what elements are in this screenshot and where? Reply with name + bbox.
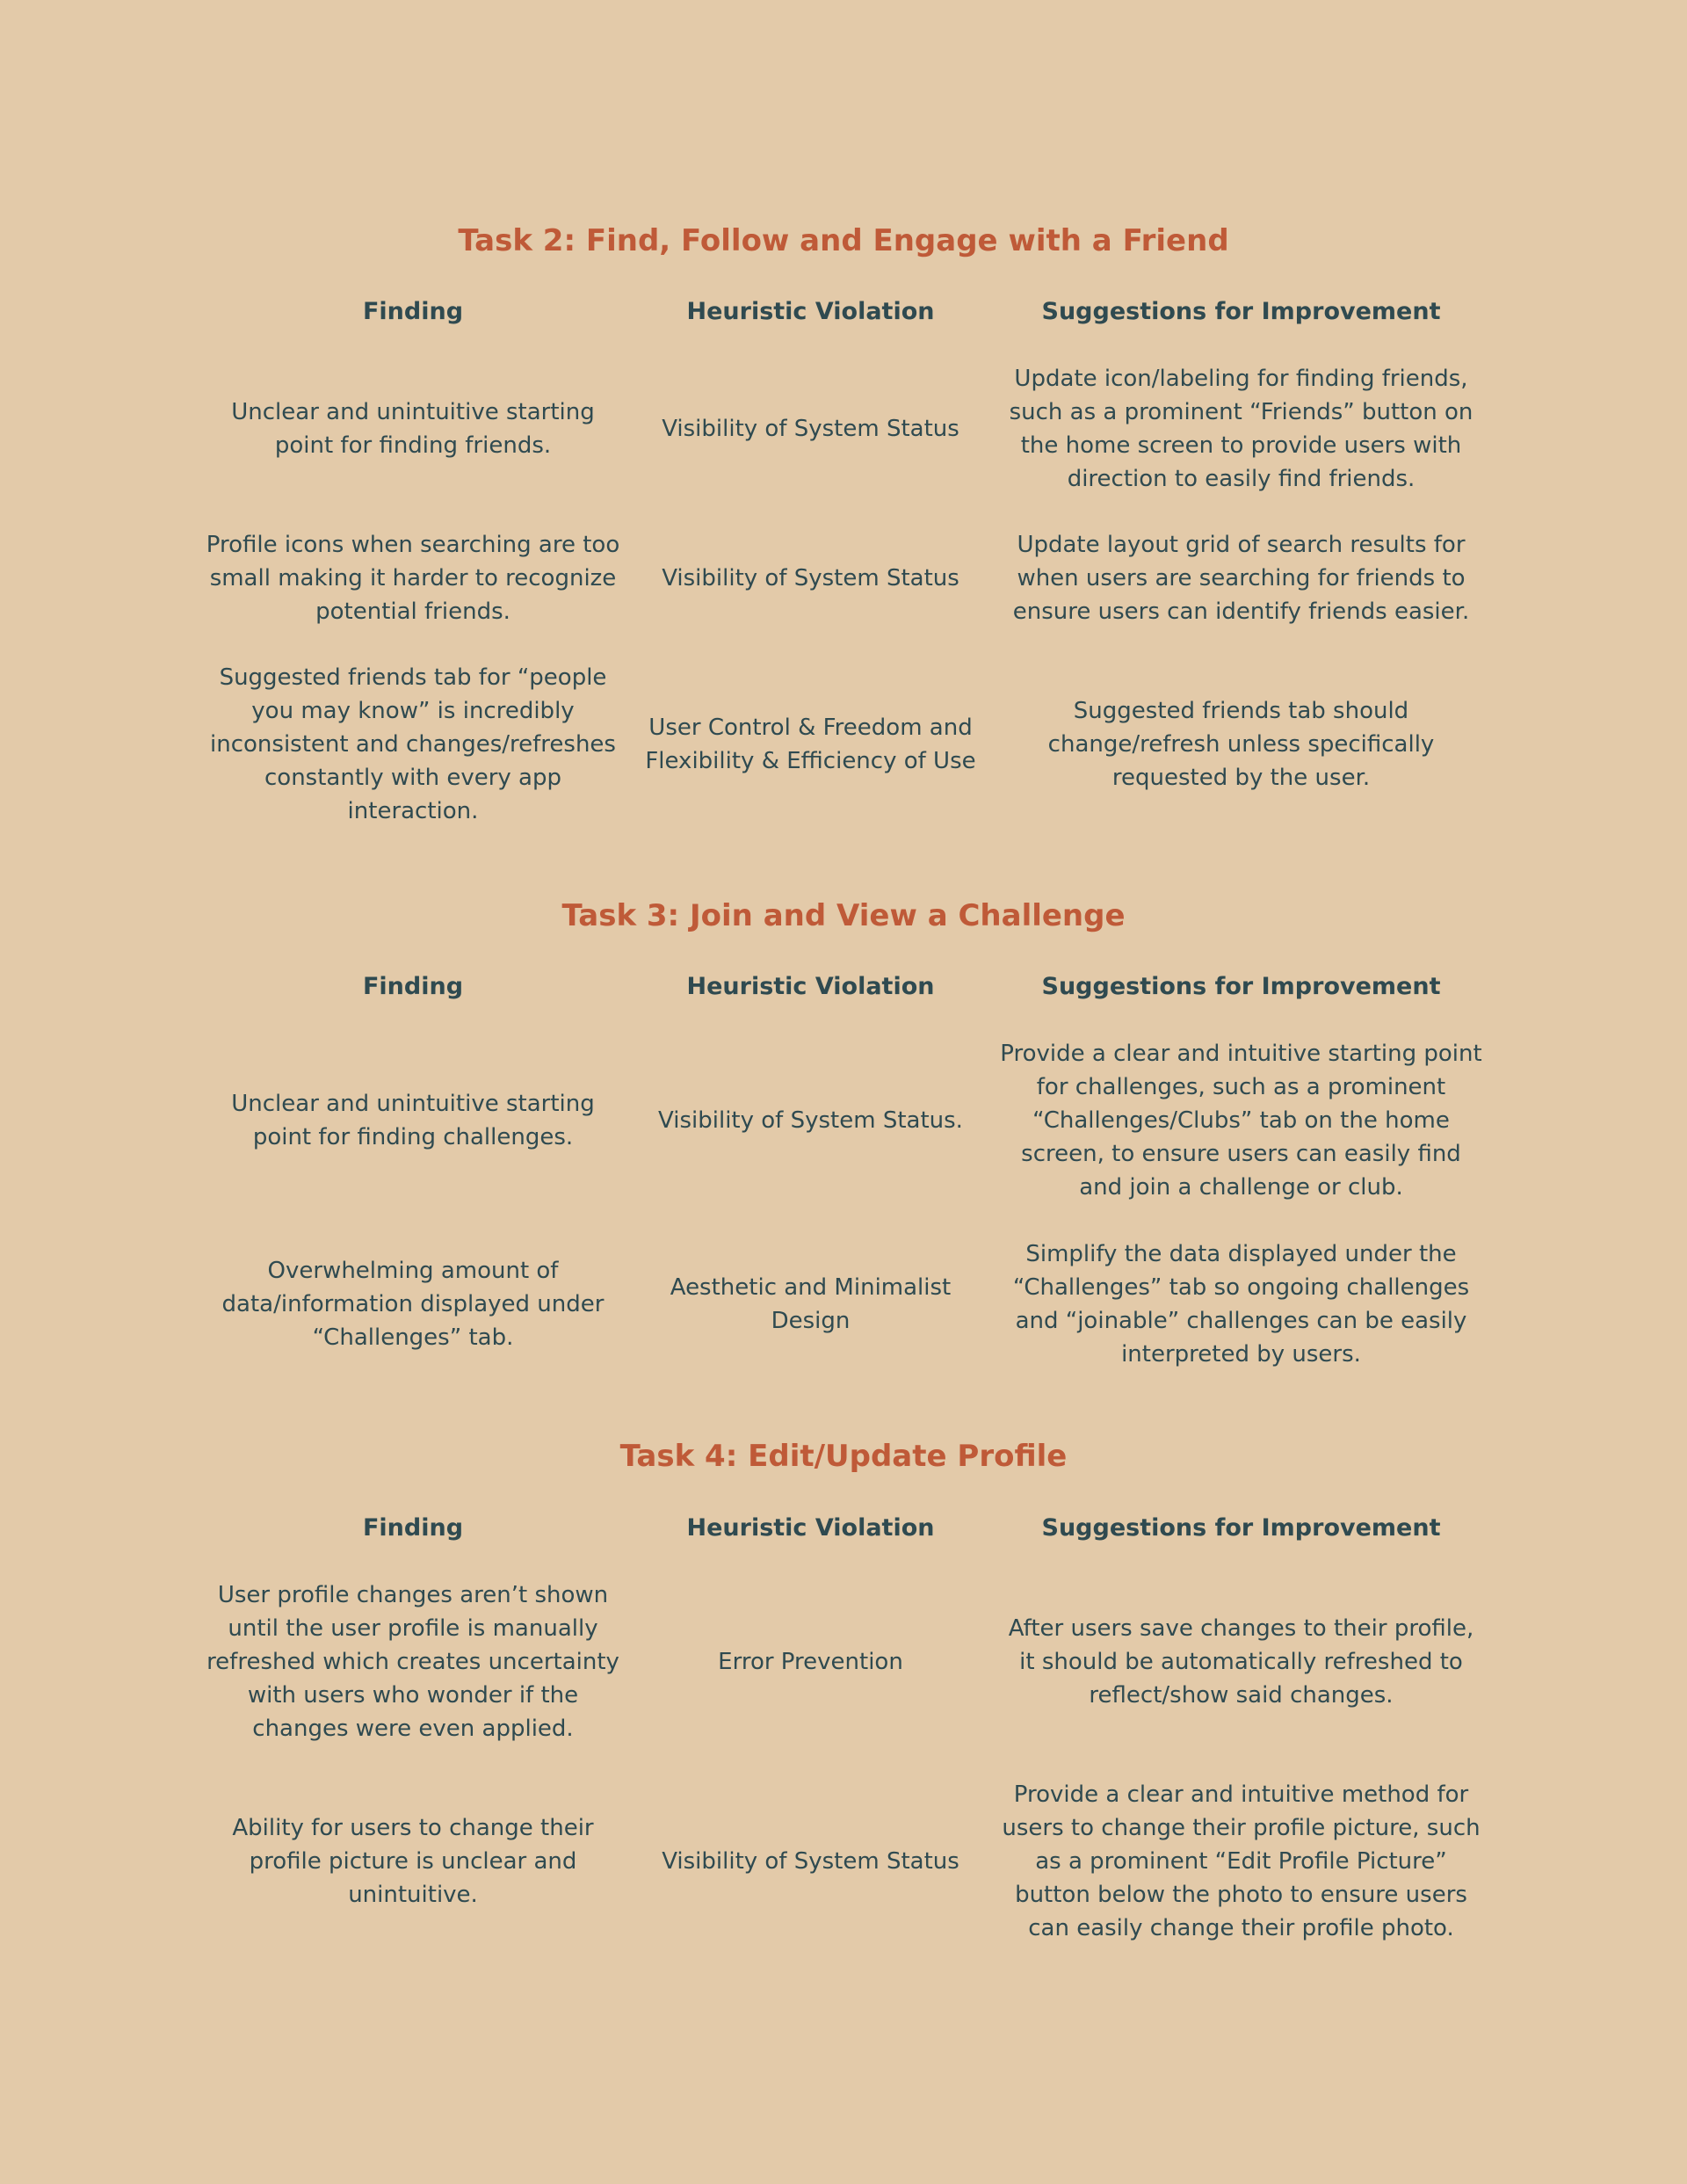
suggestion-cell: Update icon/labeling for finding friends, such as a prominent “Friends” button on the home screen to provide users with direction to easily find friends. [1009, 366, 1473, 492]
heuristic-cell: Aesthetic and Minimalist Design [670, 1274, 952, 1334]
header-finding: Finding [362, 973, 464, 1000]
section-title-task-4: Task 4: Edit/Update Profile [619, 1439, 1068, 1474]
header-suggestions: Suggestions for Improvement [1041, 298, 1441, 325]
suggestion-cell: After users save changes to their profile, it should be automatically refreshed to reflect/show said changes. [1008, 1615, 1474, 1709]
finding-cell: Overwhelming amount of data/information displayed under “Challenges” tab. [221, 1258, 605, 1351]
finding-cell: Ability for users to change their profile picture is unclear and unintuitive. [232, 1815, 594, 1908]
heuristic-cell: User Control & Freedom and Flexibility & Efficiency of Use [645, 714, 976, 774]
header-heuristic-violation: Heuristic Violation [686, 298, 935, 325]
section-title-task-3: Task 3: Join and View a Challenge [561, 898, 1126, 933]
suggestion-cell: Update layout grid of search results for when users are searching for friends to ensure users can identify friends easier. [1012, 532, 1470, 625]
suggestion-cell: Provide a clear and intuitive method for users to change their profile picture, such as a prominent “Edit Profile Picture” button below the photo to ensure users can easily change their profile photo. [1002, 1781, 1481, 1941]
header-finding: Finding [362, 1514, 464, 1542]
section-title-task-2: Task 2: Find, Follow and Engage with a Friend [458, 223, 1229, 258]
finding-cell: Suggested friends tab for “people you may know” is incredibly inconsistent and changes/refreshes constantly with every app interaction. [210, 664, 616, 824]
heuristic-cell: Visibility of System Status [662, 1848, 959, 1875]
suggestion-cell: Provide a clear and intuitive starting point for challenges, such as a prominent “Challenges/Clubs” tab on the home screen, to ensure users can easily find and join a challenge or club. [1000, 1041, 1482, 1201]
heuristic-cell: Visibility of System Status. [658, 1107, 963, 1134]
finding-cell: Profile icons when searching are too small making it harder to recognize potential friends. [206, 532, 620, 625]
header-suggestions: Suggestions for Improvement [1041, 973, 1441, 1000]
finding-cell: Unclear and unintuitive starting point for finding challenges. [231, 1091, 595, 1150]
heuristic-cell: Error Prevention [718, 1649, 903, 1675]
finding-cell: Unclear and unintuitive starting point for finding friends. [231, 399, 595, 459]
header-heuristic-violation: Heuristic Violation [686, 1514, 935, 1542]
finding-cell: User profile changes aren’t shown until the user profile is manually refreshed which creates uncertainty with users who wonder if the changes were even applied. [206, 1582, 619, 1742]
header-finding: Finding [362, 298, 464, 325]
heuristic-cell: Visibility of System Status [662, 565, 959, 591]
heuristic-cell: Visibility of System Status [662, 416, 959, 442]
suggestion-cell: Simplify the data displayed under the “Challenges” tab so ongoing challenges and “joinable” challenges can be easily interpreted by users. [1012, 1241, 1470, 1368]
header-suggestions: Suggestions for Improvement [1041, 1514, 1441, 1542]
header-heuristic-violation: Heuristic Violation [686, 973, 935, 1000]
suggestion-cell: Suggested friends tab should change/refresh unless specifically requested by the user. [1047, 697, 1435, 791]
